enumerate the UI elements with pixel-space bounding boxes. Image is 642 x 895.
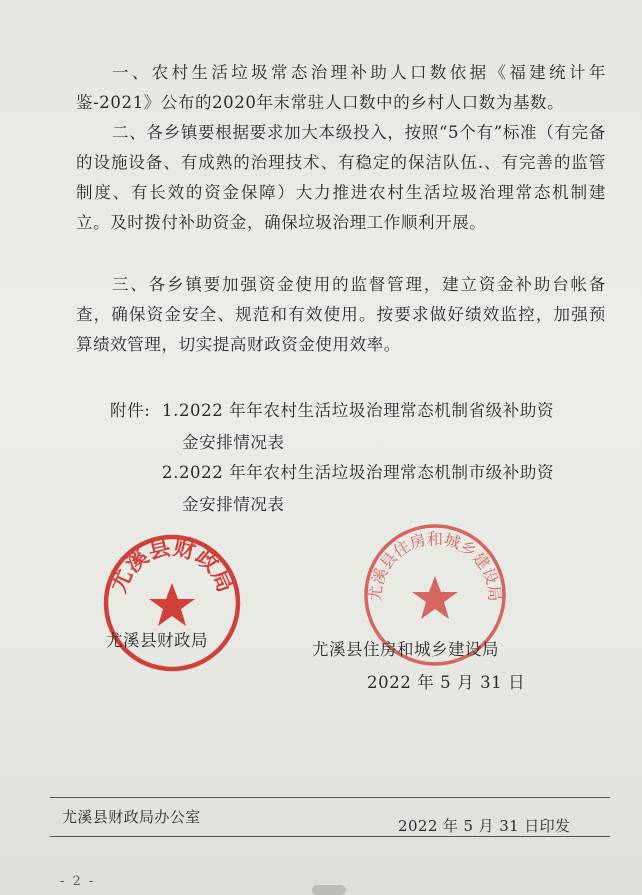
attachment-item-line1: 2.2022 年年农村生活垃圾治理常态机制市级补助资 (162, 463, 555, 482)
attachment-item-line1: 1.2022 年年农村生活垃圾治理常态机制省级补助资 (162, 401, 555, 420)
attachment-item (162, 457, 602, 521)
paragraph-1: 一、农村生活垃圾常态治理补助人口数依据《福建统计年鉴-2021》公布的2020年末常驻人口数中的乡村人口数为基数。 (76, 63, 606, 112)
seal-arc-text: 尤溪县财政局 (105, 534, 239, 597)
attachments-label: 附件: (110, 401, 151, 420)
signature-housing-bureau: 尤溪县住房和城乡建设局 (312, 640, 499, 659)
attachment-item-line2: 金安排情况表 (182, 433, 285, 452)
page-smudge (312, 885, 346, 895)
paragraph-3: 三、各乡镇要加强资金使用的监督管理，建立资金补助台帐备查，确保资金安全、规范和有效使用。按要求做好绩效监控，加强预算绩效管理，切实提高财政资金使用效率。 (76, 275, 606, 354)
star-icon (412, 576, 458, 619)
attachment-item (162, 395, 602, 459)
signature-finance-bureau: 尤溪县财政局 (106, 631, 208, 650)
star-icon (149, 583, 195, 626)
footer-divider-bottom (50, 836, 610, 837)
finance-bureau-seal (100, 531, 244, 675)
attachment-item-line2: 金安排情况表 (182, 495, 285, 514)
page-number: - 2 - (60, 874, 96, 889)
footer-divider-top (50, 797, 610, 798)
footer-issuer: 尤溪县财政局办公室 (62, 808, 201, 826)
paragraph-2: 二、各乡镇要根据要求加大本级投入，按照“5个有”标准（有完备的设施设备、有成熟的治理技术、有稳定的保洁队伍.、有完善的监管制度、有长效的资金保障）大力推进农村生活垃圾治理常态机制建立。及时拨付补助资金，确保垃圾治理工作顺利开展。 (76, 123, 606, 232)
footer-issue-date: 2022 年 5 月 31 日印发 (398, 817, 571, 835)
seal-arc-text: 尤溪县住房和城乡建设局 (365, 529, 505, 603)
signature-date: 2022 年 5 月 31 日 (367, 673, 526, 692)
